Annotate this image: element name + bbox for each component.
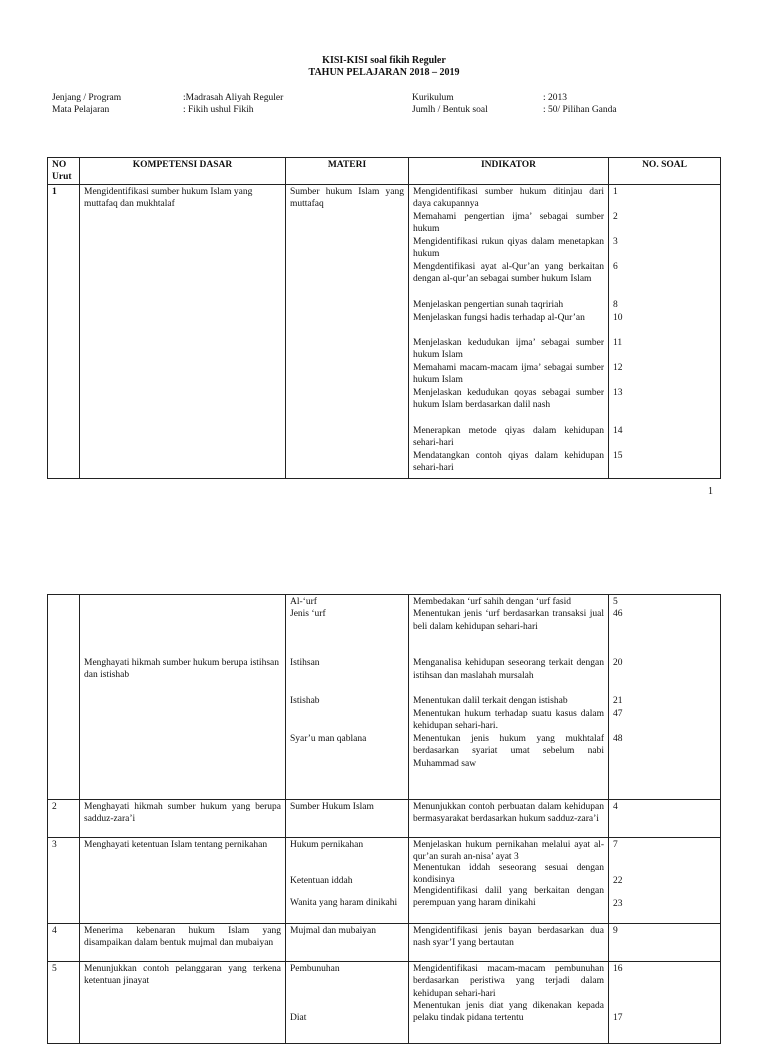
row-kd: Menghayati ketentuan Islam tentang pernikahan: [80, 838, 286, 924]
row-no: 5: [48, 962, 80, 1044]
kurikulum-label: Kurikulum: [412, 93, 454, 103]
row-materi: Mujmal dan mubaiyan: [286, 924, 409, 962]
table-row: [48, 924, 721, 962]
kd-istihsan: Menghayati hikmah sumber hukum berupa istihsan dan istishab: [84, 658, 279, 681]
indikator-item: Menentukan jenis ‘urf berdasarkan transaksi jual beli dalam kehidupan sehari-hari: [413, 609, 604, 632]
header-no-soal: NO. SOAL: [609, 158, 721, 185]
mapel-value: : Fikih ushul Fikih: [183, 105, 254, 115]
materi-item: Wanita yang haram dinikahi: [290, 898, 398, 908]
table-row: [48, 184, 721, 478]
indikator-item: Menentukan jenis hukum yang mukhtalaf berdasarkan syariat umat sebelum nabi Muhammad saw: [413, 733, 604, 769]
row-indikator: Mengidentifikasi jenis bayan berdasarkan dua nash syar’I yang bertautan: [409, 924, 609, 962]
indikator-item: Menjelaskan pengertian sunah taqririah: [413, 299, 564, 310]
jumlah-value: : 50/ Pilihan Ganda: [543, 105, 617, 115]
row-no: 3: [48, 838, 80, 924]
row-no-soal: [609, 595, 721, 800]
row-no-soal: [609, 838, 721, 924]
no-soal-item: 11: [613, 337, 623, 348]
indikator-item: Menjelaskan fungsi hadis terhadap al-Qur’an: [413, 312, 585, 323]
document-subtitle: TAHUN PELAJARAN 2018 – 2019: [308, 67, 460, 78]
header-materi: MATERI: [286, 158, 409, 185]
jumlah-label: Jumlh / Bentuk soal: [412, 105, 488, 115]
table-header-row: [48, 158, 721, 185]
table-row: [48, 800, 721, 838]
indikator-item: Mengdentifikasi ayat al-Qur’an yang berkaitan dengan al-qur’an sebagai sumber hukum Islam: [413, 261, 604, 285]
no-soal-item: 48: [613, 733, 623, 744]
row-kd: Menghayati hikmah sumber hukum yang berupa sadduz-zara’i: [80, 800, 286, 838]
row-kd: Mengidentifikasi sumber hukum Islam yang muttafaq dan mukhtalaf: [80, 184, 286, 478]
row-materi: Sumber Hukum Islam: [286, 800, 409, 838]
row-indikator: [409, 184, 609, 478]
indikator-item: Menganalisa kehidupan seseorang terkait dengan istihsan dan maslahah mursalah: [413, 658, 604, 681]
indikator-item: Memahami macam-macam ijma’ sebagai sumber hukum Islam: [413, 362, 604, 386]
row-kd: [80, 595, 286, 800]
no-soal-item: 14: [613, 425, 623, 436]
indikator-item: Menentukan iddah seseorang sesuai dengan kondisinya: [413, 863, 604, 886]
indikator-item: Mengidentifikasi macam-macam pembunuhan berdasarkan peristiwa yang terjadi dalam kehidupan sehari-hari: [413, 964, 604, 999]
row-no: [48, 595, 80, 800]
kurikulum-value: : 2013: [543, 93, 568, 103]
no-soal-item: 5: [613, 597, 618, 607]
indikator-item: Menentukan jenis diat yang dikenakan kepada pelaku tindak pidana tertentu: [413, 1001, 604, 1024]
materi-item: Ketentuan iddah: [290, 876, 353, 886]
no-soal-item: 17: [613, 1013, 623, 1023]
indikator-item: Memahami pengertian ijma’ sebagai sumber hukum: [413, 211, 604, 235]
table-row: [48, 962, 721, 1044]
indikator-item: Mengidentifikasi sumber hukum ditinjau dari daya cakupannya: [413, 186, 604, 210]
materi-syaru-man-qablana: Syar’u man qablana: [290, 734, 367, 745]
row-kd: Menunjukkan contoh pelanggaran yang terkena ketentuan jinayat: [80, 962, 286, 1044]
jenjang-value: :Madrasah Aliyah Reguler: [183, 93, 284, 103]
indikator-item: Mengidentifikasi rukun qiyas dalam menetapkan hukum: [413, 236, 604, 260]
materi-urf: Al-‘urf: [290, 597, 317, 607]
row-materi: [286, 962, 409, 1044]
no-soal-item: 8: [613, 299, 618, 310]
row-no: 4: [48, 924, 80, 962]
no-soal-item: 23: [613, 899, 623, 909]
mapel-label: Mata Pelajaran: [52, 105, 110, 115]
row-no-soal: [609, 962, 721, 1044]
row-no: 1: [48, 184, 80, 478]
indikator-item: Menerapkan metode qiyas dalam kehidupan sehari-hari: [413, 425, 604, 449]
materi-istishab: Istishab: [290, 696, 320, 707]
kisi-kisi-table-page2: [47, 594, 721, 1044]
header-indikator: INDIKATOR: [409, 158, 609, 185]
materi-item: Pembunuhan: [290, 964, 340, 974]
no-soal-item: 2: [613, 211, 618, 222]
indikator-item: Membedakan ‘urf sahih dengan ‘urf fasid: [413, 597, 572, 607]
materi-jenis-urf: Jenis ‘urf: [290, 609, 326, 620]
no-soal-item: 16: [613, 964, 623, 974]
no-soal-item: 21: [613, 696, 623, 707]
indikator-item: Menjelaskan kedudukan qoyas sebagai sumber hukum Islam berdasarkan dalil nash: [413, 387, 604, 411]
page-number: 1: [708, 486, 713, 497]
row-no: 2: [48, 800, 80, 838]
row-no-soal: 4: [609, 800, 721, 838]
header-no-urut: NO Urut: [48, 158, 80, 185]
no-soal-item: 6: [613, 261, 618, 272]
no-soal-item: 15: [613, 450, 623, 461]
no-soal-item: 22: [613, 876, 623, 886]
no-soal-item: 46: [613, 609, 623, 620]
no-soal-item: 1: [613, 186, 618, 197]
header-kompetensi-dasar: KOMPETENSI DASAR: [80, 158, 286, 185]
row-no-soal: 9: [609, 924, 721, 962]
kisi-kisi-table-page1: [47, 157, 721, 479]
no-soal-item: 7: [613, 840, 618, 850]
row-materi: Sumber hukum Islam yang muttafaq: [286, 184, 409, 478]
indikator-item: Menentukan dalil terkait dengan istishab: [413, 696, 568, 707]
materi-istihsan: Istihsan: [290, 658, 320, 669]
materi-item: Diat: [290, 1013, 307, 1023]
row-materi: [286, 838, 409, 924]
document-title: KISI-KISI soal fikih Reguler: [322, 55, 446, 66]
materi-item: Hukum pernikahan: [290, 840, 364, 850]
jenjang-label: Jenjang / Program: [52, 93, 122, 103]
indikator-item: Mendatangkan contoh qiyas dalam kehidupan sehari-hari: [413, 450, 604, 474]
no-soal-item: 13: [613, 387, 623, 398]
no-soal-item: 47: [613, 708, 623, 719]
row-no-soal: [609, 184, 721, 478]
row-indikator: Menunjukkan contoh perbuatan dalam kehidupan bermasyarakat berdasarkan hukum sadduz-zara’i: [409, 800, 609, 838]
indikator-item: Mengidentifikasi dalil yang berkaitan dengan perempuan yang haram dinikahi: [413, 886, 604, 909]
indikator-item: Menjelaskan hukum pernikahan melalui ayat al-qur’an surah an-nisa’ ayat 3: [413, 840, 604, 863]
table-row: [48, 838, 721, 924]
row-kd: Menerima kebenaran hukum Islam yang disampaikan dalam bentuk mujmal dan mubaiyan: [80, 924, 286, 962]
row-indikator: [409, 962, 609, 1044]
indikator-item: Menjelaskan kedudukan ijma’ sebagai sumber hukum Islam: [413, 337, 604, 361]
no-soal-item: 20: [613, 658, 623, 669]
row-materi: [286, 595, 409, 800]
table-row: [48, 595, 721, 800]
row-indikator: [409, 595, 609, 800]
no-soal-item: 3: [613, 236, 618, 247]
no-soal-item: 10: [613, 312, 623, 323]
row-indikator: [409, 838, 609, 924]
indikator-item: Menentukan hukum terhadap suatu kasus dalam kehidupan sehari-hari.: [413, 708, 604, 732]
no-soal-item: 12: [613, 362, 623, 373]
